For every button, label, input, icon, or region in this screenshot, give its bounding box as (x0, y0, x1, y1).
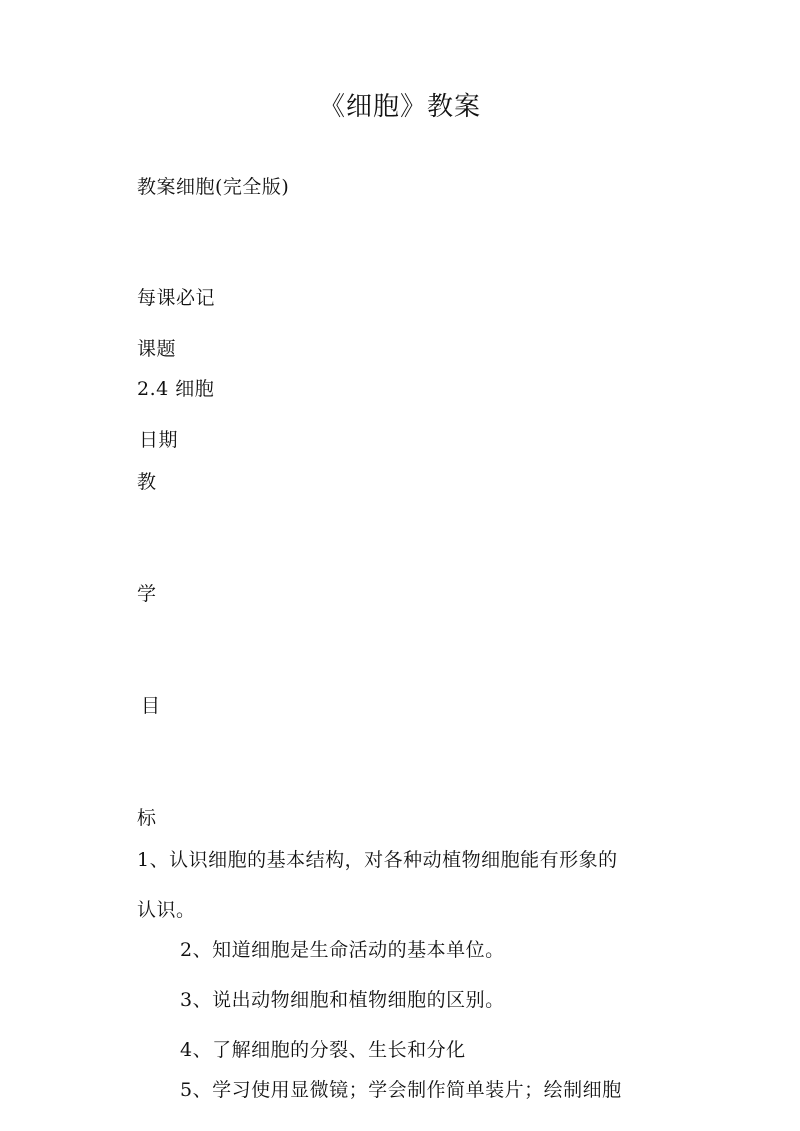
objective-item-5: 5、学习使用显微镜；学会制作简单装片；绘制细胞 (180, 1079, 622, 1101)
document-subtitle: 教案细胞(完全版) (137, 176, 290, 198)
objective-item-1-line-2: 认识。 (137, 899, 196, 921)
objective-item-3: 3、说出动物细胞和植物细胞的区别。 (180, 989, 505, 1011)
objective-char-jiao: 教 (137, 471, 157, 493)
objective-char-mu: 目 (141, 695, 161, 717)
date-label: 日期 (139, 429, 179, 451)
objective-item-4: 4、了解细胞的分裂、生长和分化 (180, 1039, 466, 1061)
document-title: 《细胞》教案 (318, 92, 481, 122)
lesson-value: 2.4 细胞 (137, 378, 215, 400)
lesson-label: 课题 (137, 338, 177, 360)
objective-char-biao: 标 (137, 807, 157, 829)
objective-item-2: 2、知道细胞是生命活动的基本单位。 (180, 939, 505, 961)
section-heading: 每课必记 (137, 287, 216, 309)
objective-char-xue: 学 (137, 583, 157, 605)
objective-item-1-line-1: 1、认识细胞的基本结构，对各种动植物细胞能有形象的 (137, 849, 618, 871)
